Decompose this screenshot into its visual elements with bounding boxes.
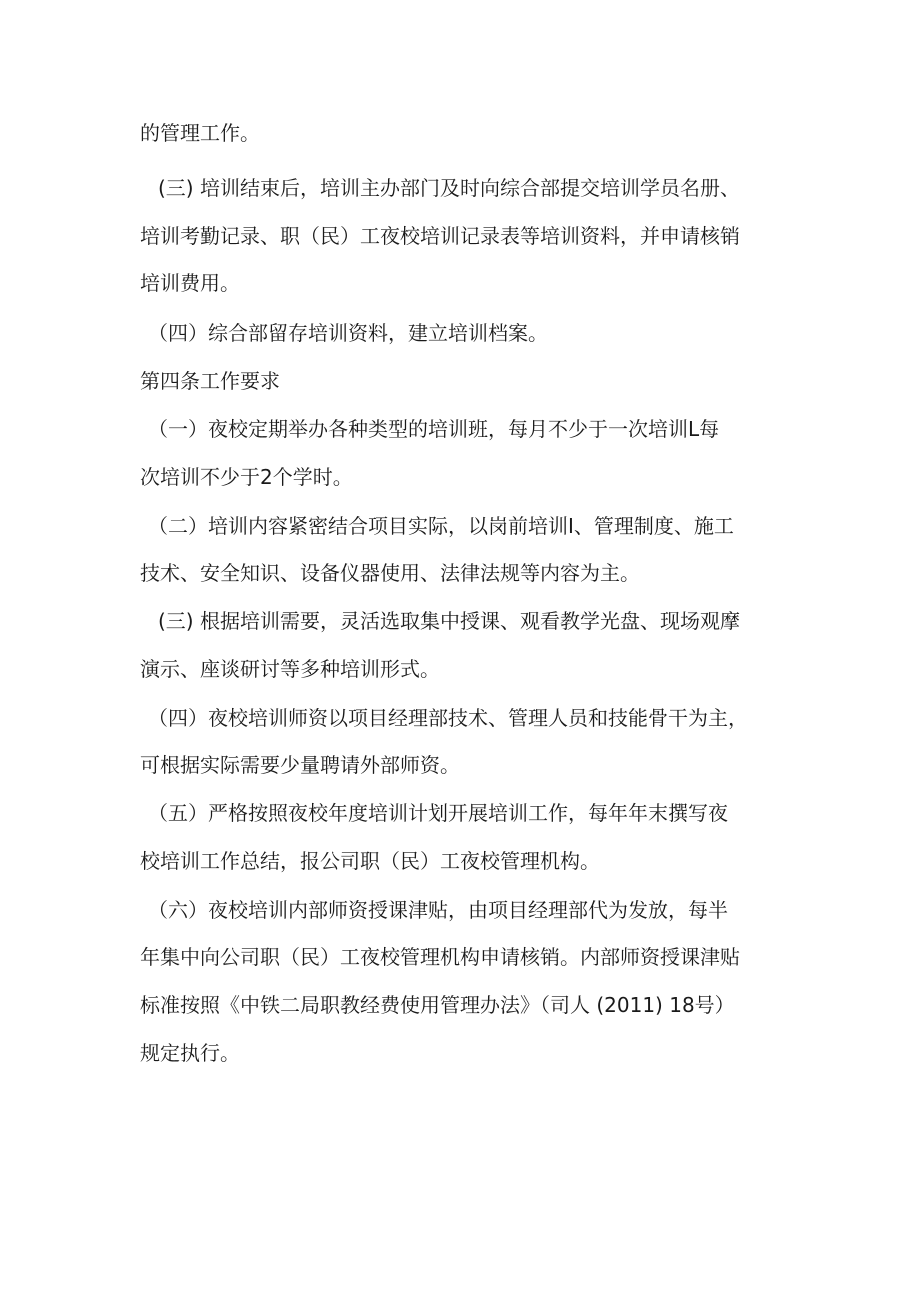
text-line: (三) 培训结束后，培训主办部门及时向综合部提交培训学员名册、 <box>158 176 740 200</box>
text-line: (三) 根据培训需要，灵活选取集中授课、观看教学光盘、现场观摩 <box>158 609 740 633</box>
text-line: 培训考勤记录、职（民）工夜校培训记录表等培训资料，并申请核销 <box>140 224 740 248</box>
text-line: 培训费用。 <box>140 271 240 295</box>
text-line: 校培训工作总结，报公司职（民）工夜校管理机构。 <box>140 849 600 873</box>
text-line: 技术、安全知识、设备仪器使用、法律法规等内容为主。 <box>140 561 640 585</box>
text-line: （一）夜校定期举办各种类型的培训班，每月不少于一次培训L每 <box>148 417 720 441</box>
text-line: （四）综合部留存培训资料，建立培训档案。 <box>148 321 548 345</box>
text-line: 标准按照《中铁二局职教经费使用管理办法》（司人 (2011) 18号） <box>140 993 735 1017</box>
text-line: 年集中向公司职（民）工夜校管理机构申请核销。内部师资授课津贴 <box>140 945 740 969</box>
text-line: 演示、座谈研讨等多种培训形式。 <box>140 657 440 681</box>
text-line: 可根据实际需要少量聘请外部师资。 <box>140 753 460 777</box>
text-line: （二）培训内容紧密结合项目实际，以岗前培训I、管理制度、施工 <box>148 514 734 538</box>
section-heading: 第四条工作要求 <box>140 369 280 393</box>
text-line: （五）严格按照夜校年度培训计划开展培训工作，每年年末撰写夜 <box>148 801 728 825</box>
text-line: 规定执行。 <box>140 1041 240 1065</box>
text-line: （六）夜校培训内部师资授课津贴，由项目经理部代为发放，每半 <box>148 898 728 922</box>
text-line: 的管理工作。 <box>140 121 260 145</box>
text-line: （四）夜校培训师资以项目经理部技术、管理人员和技能骨干为主， <box>148 706 748 730</box>
text-line: 次培训不少于2个学时。 <box>140 465 353 489</box>
